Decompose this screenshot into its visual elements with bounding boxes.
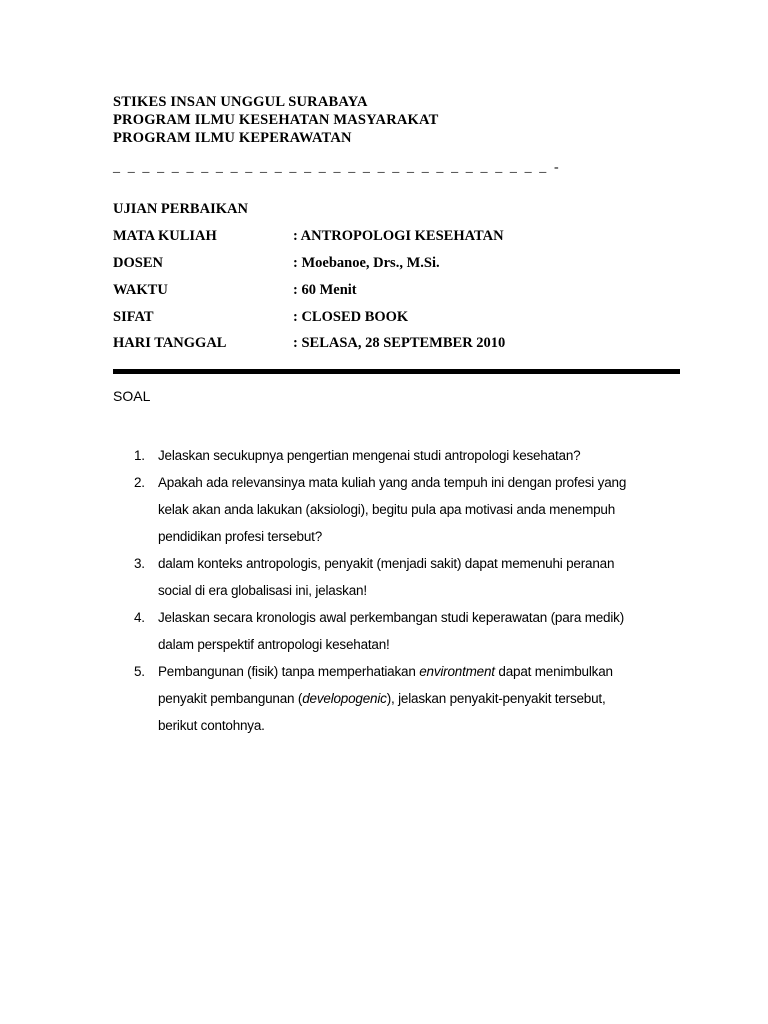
question-list	[113, 442, 673, 739]
question-number: 5.	[134, 664, 145, 679]
question-line: Jelaskan secara kronologis awal perkembangan studi keperawatan (para medik)	[158, 610, 625, 625]
question-line: dalam konteks antropologis, penyakit (menjadi sakit) dapat memenuhi peranan	[158, 556, 615, 571]
horizontal-rule	[113, 369, 680, 374]
exam-title: UJIAN PERBAIKAN	[113, 201, 248, 217]
info-value: : Moebanoe, Drs., M.Si.	[293, 255, 440, 271]
dashed-separator: _ _ _ _ _ _ _ _ _ _ _ _ _ _ _ _ _ _ _ _ _ _ _ _ _ _ _ _ _ _ -	[113, 160, 561, 175]
question-item	[113, 550, 673, 604]
info-key: HARI TANGGAL	[113, 335, 227, 351]
question-line: kelak akan anda lakukan (aksiologi), begitu pula apa motivasi anda menempuh	[158, 502, 616, 517]
info-value: : SELASA, 28 SEPTEMBER 2010	[293, 335, 506, 351]
soal-heading: SOAL	[113, 388, 151, 404]
question-item	[113, 658, 673, 739]
info-key: WAKTU	[113, 282, 168, 298]
question-number: 4.	[134, 610, 145, 625]
program-line-1: PROGRAM ILMU KESEHATAN MASYARAKAT	[113, 112, 439, 128]
question-number: 3.	[134, 556, 145, 571]
question-line: dalam perspektif antropologi kesehatan!	[158, 637, 390, 652]
institution-name: STIKES INSAN UNGGUL SURABAYA	[113, 94, 368, 110]
info-key: MATA KULIAH	[113, 228, 217, 244]
question-line: berikut contohnya.	[158, 718, 265, 733]
question-line: penyakit pembangunan (developogenic), jelaskan penyakit-penyakit tersebut,	[158, 691, 606, 706]
italic-term: developogenic	[302, 691, 387, 706]
info-key: DOSEN	[113, 255, 163, 271]
question-number: 2.	[134, 475, 145, 490]
italic-term: environtment	[419, 664, 495, 679]
program-line-2: PROGRAM ILMU KEPERAWATAN	[113, 130, 352, 146]
question-line: Apakah ada relevansinya mata kuliah yang anda tempuh ini dengan profesi yang	[158, 475, 627, 490]
info-value: : ANTROPOLOGI KESEHATAN	[293, 228, 504, 244]
question-line: Jelaskan secukupnya pengertian mengenai studi antropologi kesehatan?	[158, 448, 581, 463]
question-item	[113, 604, 673, 658]
question-line: Pembangunan (fisik) tanpa memperhatiakan environtment dapat menimbulkan	[158, 664, 613, 679]
info-key: SIFAT	[113, 309, 154, 325]
question-item	[113, 442, 673, 469]
question-item	[113, 469, 673, 550]
question-number: 1.	[134, 448, 145, 463]
question-line: social di era globalisasi ini, jelaskan!	[158, 583, 367, 598]
question-line: pendidikan profesi tersebut?	[158, 529, 323, 544]
info-value: : CLOSED BOOK	[293, 309, 409, 325]
info-value: : 60 Menit	[293, 282, 357, 298]
